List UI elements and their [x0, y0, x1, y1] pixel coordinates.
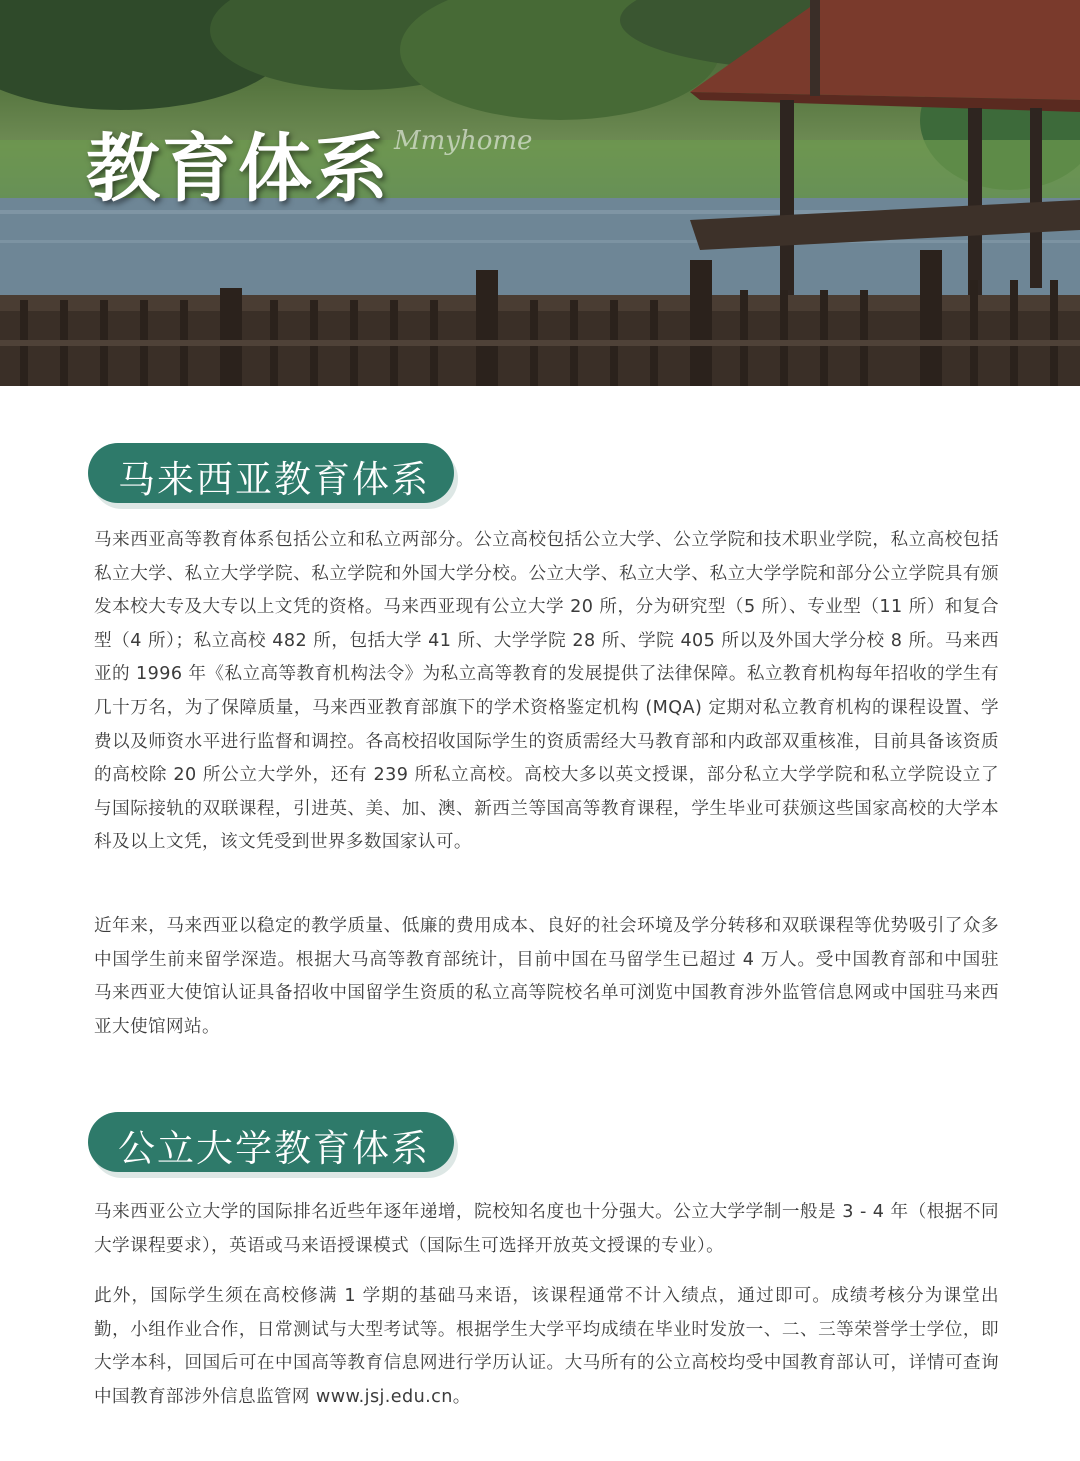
section-heading-label: 公立大学教育体系	[118, 1127, 430, 1170]
paragraph-higher-education-overview: 马来西亚高等教育体系包括公立和私立两部分。公立高校包括公立大学、公立学院和技术职业学院，私立高校包括私立大学、私立大学学院、私立学院和外国大学分校。公立大学、私立大学、私立大学学院和部分公立学院具有颁发本校大专及大专以上文凭的资格。马来西亚现有公立大学 20 所，分为研究型（5 所）、专业型（11 所）和复合型（4 所）；私立高校 482 所，包括大学 41 所、大学学院 28 所、学院 405 所以及外国大学分校 8 所。马来西亚的 1996 年《私立高等教育机构法令》为私立高等教育的发展提供了法律保障。私立教育机构每年招收的学生有几十万名，为了保障质量，马来西亚教育部旗下的学术资格鉴定机构 (MQA) 定期对私立教育机构的课程设置、学费以及师资水平进行监督和调控。各高校招收国际学生的资质需经大马教育部和内政部双重核准，目前具备该资质的高校除 20 所公立大学外，还有 239 所私立高校。高校大多以英文授课，部分私立大学学院和私立学院设立了与国际接轨的双联课程，引进英、美、加、澳、新西兰等国高等教育课程，学生毕业可获颁这些国家高校的大学本科及以上文凭，该文凭受到世界多数国家认可。	[94, 530, 999, 853]
section-heading-public-university	[88, 1112, 454, 1172]
paragraph-chinese-students: 近年来，马来西亚以稳定的教学质量、低廉的费用成本、良好的社会环境及学分转移和双联课程等优势吸引了众多中国学生前来留学深造。根据大马高等教育部统计，目前中国在马留学生已超过 4 万人。受中国教育部和中国驻马来西亚大使馆认证具备招收中国留学生资质的私立高等院校名单可浏览中国教育涉外监管信息网或中国驻马来西亚大使馆网站。	[94, 916, 999, 1037]
paragraph-public-university-intro: 马来西亚公立大学的国际排名近些年逐年递增，院校知名度也十分强大。公立大学学制一般是 3 - 4 年（根据不同大学课程要求），英语或马来语授课模式（国际生可选择开放英文授课的专业）。	[94, 1202, 999, 1256]
banner-title: 教育体系	[86, 126, 390, 212]
paragraph-international-students: 此外，国际学生须在高校修满 1 学期的基础马来语，该课程通常不计入绩点，通过即可。成绩考核分为课堂出勤，小组作业合作，日常测试与大型考试等。根据学生大学平均成绩在毕业时发放一、二、三等荣誉学士学位，即大学本科，回国后可在中国高等教育信息网进行学历认证。大马所有的公立高校均受中国教育部认可，详情可查询中国教育部涉外信息监管网 www.jsj.edu.cn。	[94, 1286, 999, 1407]
watermark-text: Mmyhome	[394, 126, 533, 156]
hero-banner	[0, 0, 1080, 386]
section-heading-malaysia-education	[88, 443, 454, 503]
section-heading-label: 马来西亚教育体系	[118, 458, 430, 501]
